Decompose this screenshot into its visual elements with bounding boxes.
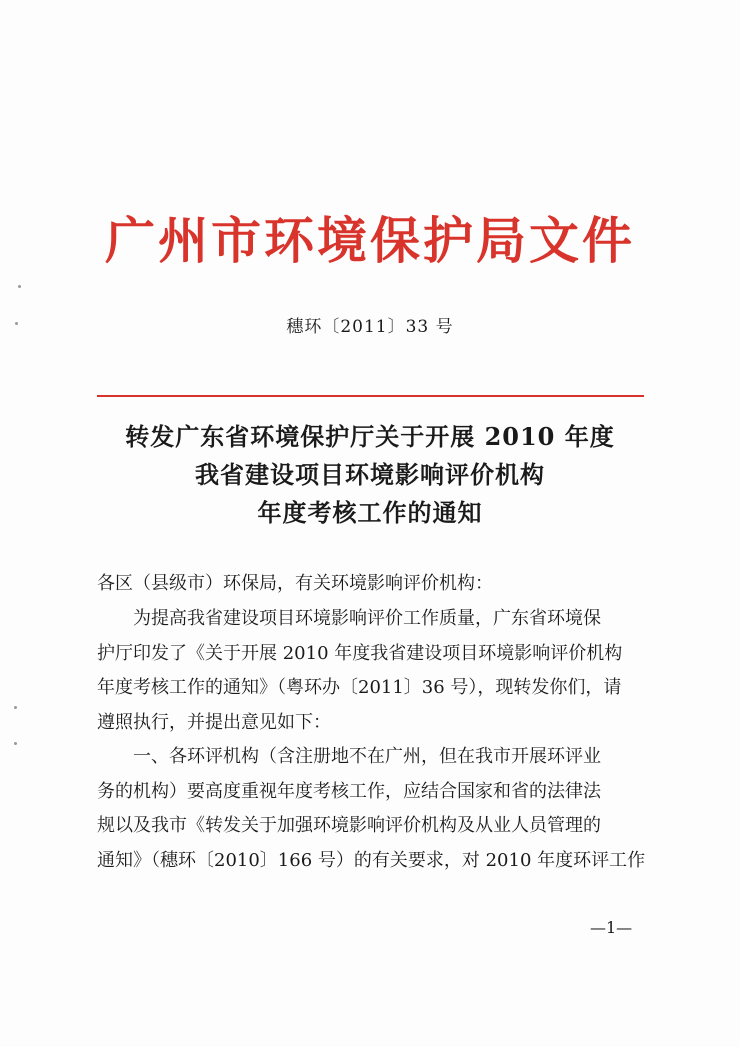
paragraph-line: 护厅印发了《关于开展 2010 年度我省建设项目环境影响评价机构 (97, 642, 623, 664)
scan-speck (14, 742, 17, 745)
document-number: 穗环〔2011〕33 号 (286, 317, 454, 337)
document-title (0, 418, 740, 532)
title-line: 转发广东省环境保护厅关于开展 2010 年度 (125, 422, 615, 451)
scan-speck (18, 285, 21, 288)
paragraph-line: 年度考核工作的通知》（粤环办〔2011〕36 号），现转发你们，请 (97, 677, 622, 698)
document-masthead: 广州市环境保护局文件 (105, 211, 635, 270)
page-number: —1— (590, 918, 633, 937)
scan-speck (15, 322, 18, 325)
paragraph-line: 通知》（穗环〔2010〕166 号）的有关要求，对 2010 年度环评工作 (97, 849, 645, 871)
paragraph-line: 遵照执行，并提出意见如下： (97, 711, 331, 733)
paragraph-line: 务的机构）要高度重视年度考核工作，应结合国家和省的法律法 (97, 780, 601, 802)
paragraph-line: 一、各环评机构（含注册地不在广州，但在我市开展环评业 (133, 746, 601, 767)
title-line: 我省建设项目环境影响评价机构 (195, 460, 545, 489)
scan-speck (14, 706, 17, 709)
body-paragraph-2 (97, 740, 645, 878)
paragraph-line: 规以及我市《转发关于加强环境影响评价机构及从业人员管理的 (97, 815, 601, 836)
red-divider-rule (97, 395, 644, 397)
body-paragraph-1 (97, 602, 645, 740)
paragraph-line: 为提高我省建设项目环境影响评价工作质量，广东省环境保 (133, 608, 601, 629)
salutation: 各区（县级市）环保局，有关环境影响评价机构： (97, 573, 493, 594)
title-line: 年度考核工作的通知 (257, 498, 483, 527)
